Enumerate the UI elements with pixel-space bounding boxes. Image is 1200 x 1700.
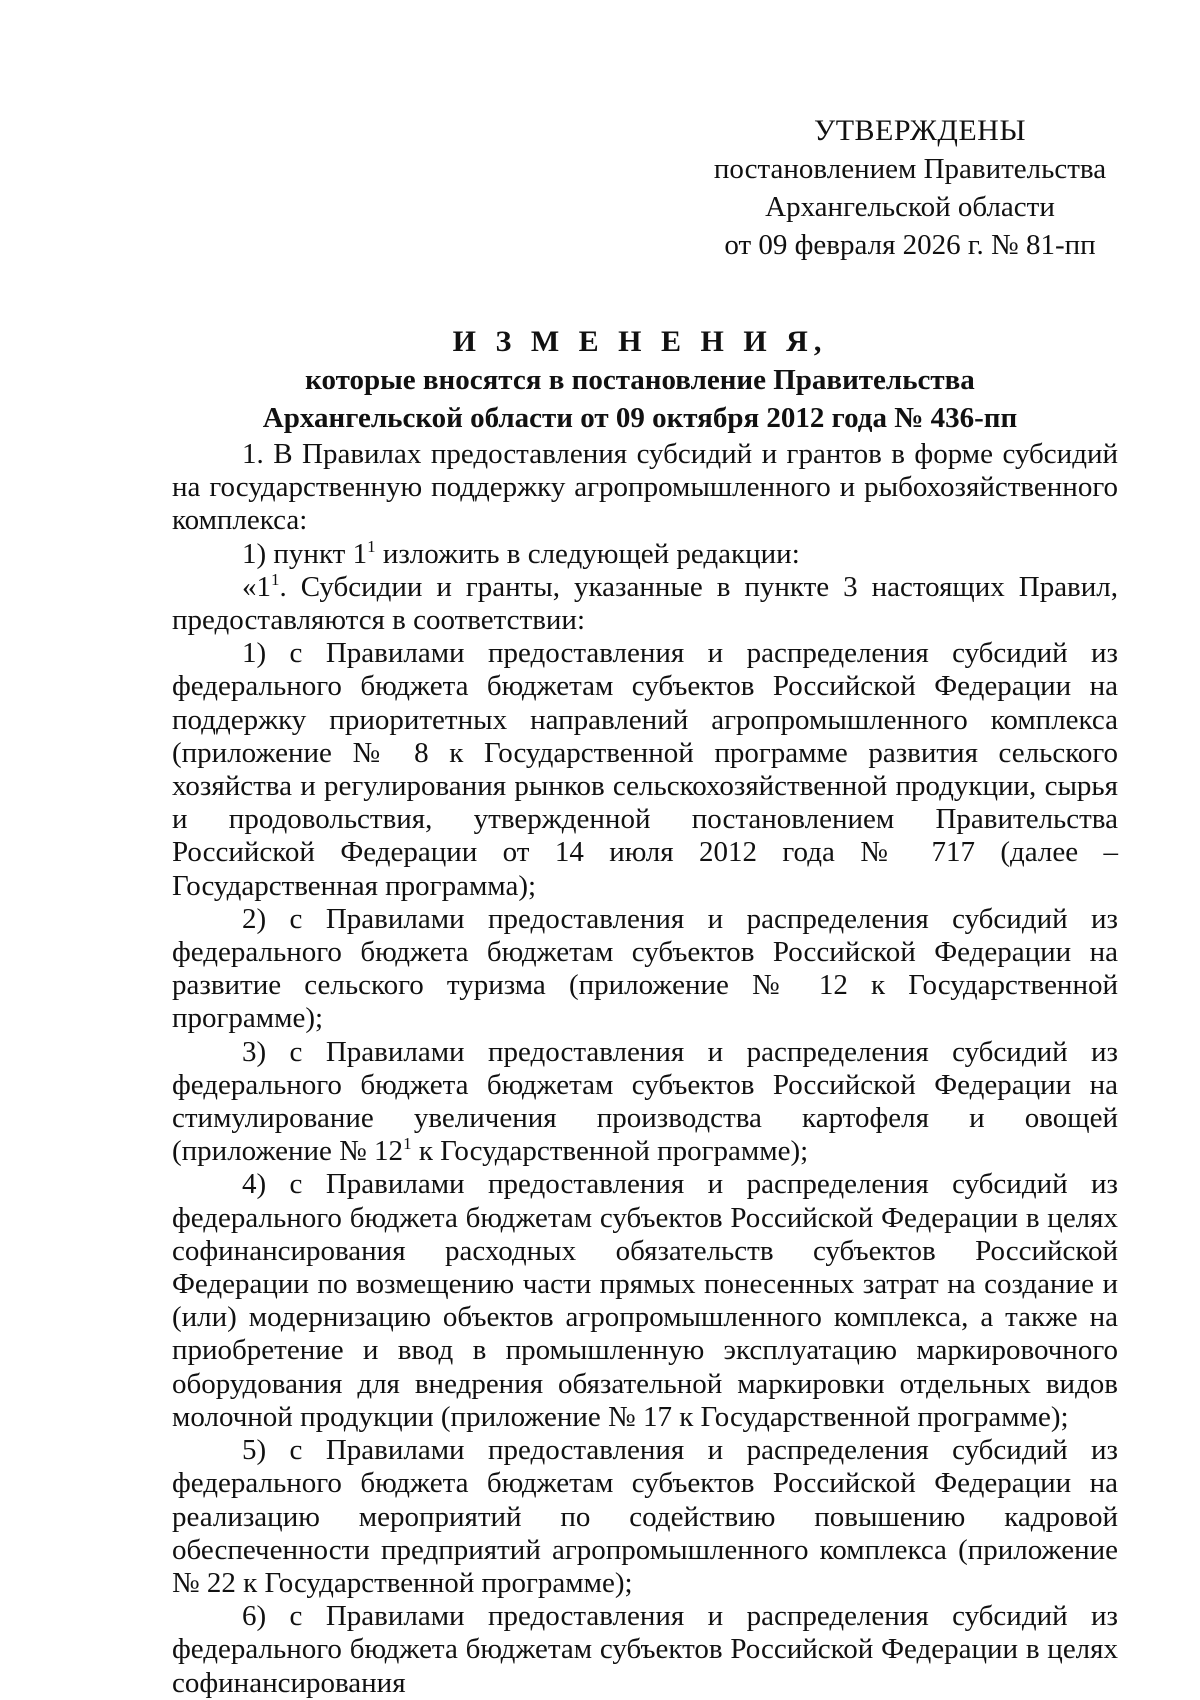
title-heading: И З М Е Н Е Н И Я, (452, 325, 828, 358)
paragraph (172, 538, 1118, 571)
paragraph: 1. В Правилах предоставления субсидий и грантов в форме субсидий на государственную поддержку агропромышленного и рыбохозяйственного комплекса: (172, 438, 1118, 537)
title-line: Архангельской области от 09 октября 2012 года № 436-пп (262, 402, 1018, 434)
text-run: к Государственной программе); (411, 1135, 809, 1168)
approval-line: Архангельской области (765, 191, 1055, 223)
paragraph: 2) с Правилами предоставления и распределения субсидий из федерального бюджета бюджетам субъектов Российской Федерации на развитие сельского туризма (приложение № 12 к Государственной программе); (172, 902, 1118, 1035)
approval-heading: УТВЕРЖДЕНЫ (813, 114, 1027, 147)
text-run: 1) пункт 1 (242, 537, 368, 570)
paragraph: 4) с Правилами предоставления и распределения субсидий из федерального бюджета бюджетам субъектов Российской Федерации в целях софинансирования расходных обязательств субъектов Российской Федерации по возмещению части прямых понесенных затрат на создание и (или) модернизацию объектов агропромышленного комплекса, а также на приобретение и ввод в промышленную эксплуатацию маркировочного оборудования для внедрения обязательной маркировки отдельных видов молочной продукции (приложение № 17 к Государственной программе); (172, 1168, 1118, 1433)
superscript: 1 (403, 1134, 412, 1154)
superscript: 1 (367, 536, 376, 556)
text-run: «1 (242, 570, 271, 603)
text-run: 3) с Правилами предоставления и распределения субсидий из федерального бюджета бюджетам субъектов Российской Федерации на стимулирование увеличения производства картофеля и овощей (приложение № 12 (172, 1035, 1118, 1168)
paragraph (172, 571, 1118, 637)
approval-line: постановлением Правительства (713, 153, 1107, 185)
paragraph: 1) с Правилами предоставления и распределения субсидий из федерального бюджета бюджетам субъектов Российской Федерации на поддержку приоритетных направлений агропромышленного комплекса (приложение № 8 к Государственной программе развития сельского хозяйства и регулирования рынков сельскохозяйственной продукции, сырья и продовольствия, утвержденной постановлением Правительства Российской Федерации от 14 июля 2012 года № 717 (далее – Государственная программа); (172, 637, 1118, 902)
approval-date-line: от 09 февраля 2026 г. № 81-пп (724, 229, 1096, 261)
paragraph: 6) с Правилами предоставления и распределения субсидий из федерального бюджета бюджетам субъектов Российской Федерации в целях софинансирования (172, 1600, 1118, 1699)
paragraph (172, 1036, 1118, 1169)
paragraph: 5) с Правилами предоставления и распределения субсидий из федерального бюджета бюджетам субъектов Российской Федерации на реализацию мероприятий по содействию повышению кадровой обеспеченности предприятий агропромышленного комплекса (приложение № 22 к Государственной программе); (172, 1434, 1118, 1599)
document-body (172, 438, 1118, 1700)
approval-stamp (700, 112, 1120, 264)
superscript: 1 (271, 569, 280, 589)
title-line: которые вносятся в постановление Правительства (305, 364, 975, 396)
text-run: . Субсидии и гранты, указанные в пункте 3 настоящих Правил, предоставляются в соответствии: (172, 570, 1118, 637)
text-run: изложить в следующей редакции: (375, 537, 800, 570)
document-title (160, 323, 1120, 437)
